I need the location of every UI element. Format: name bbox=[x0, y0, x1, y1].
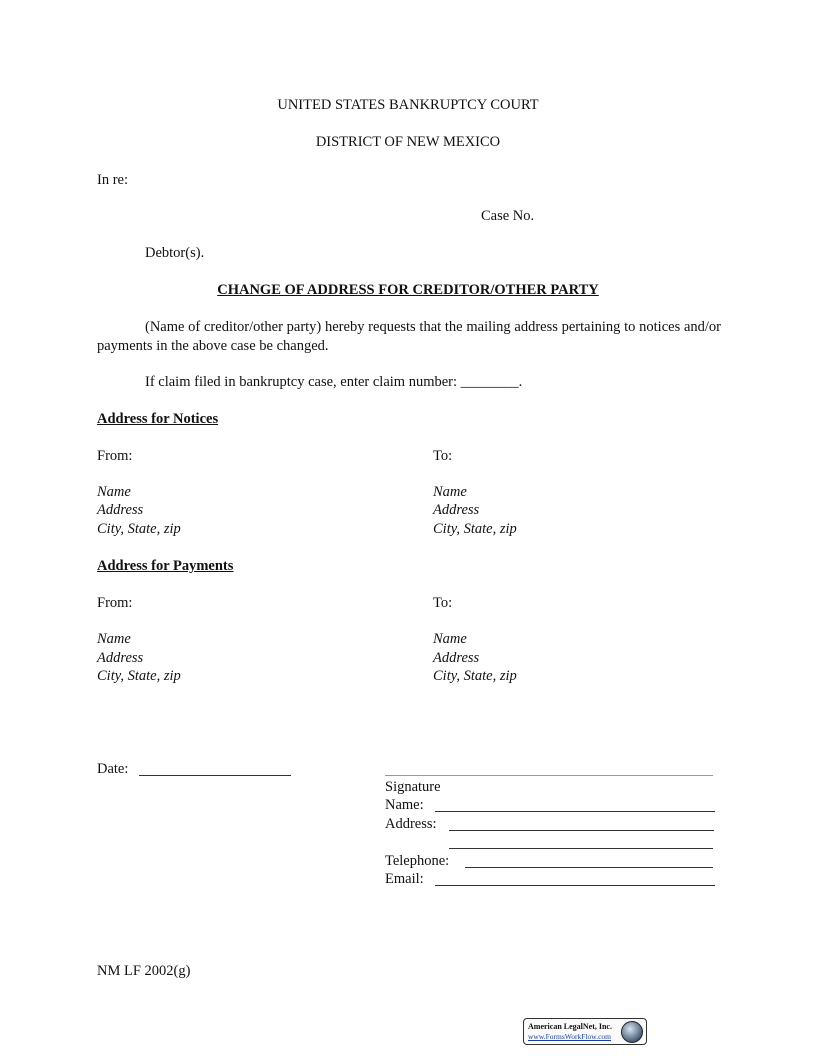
case-number-label: Case No. bbox=[481, 208, 535, 224]
sig-email-field[interactable] bbox=[435, 885, 715, 886]
logo-website-link[interactable]: www.FormsWorkFlow.com bbox=[528, 1032, 612, 1041]
sig-telephone-label: Telephone: bbox=[385, 853, 450, 869]
sig-email-label: Email: bbox=[385, 871, 424, 887]
signature-label: Signature bbox=[385, 779, 441, 795]
claim-number-line: If claim filed in bankruptcy case, enter claim number: ________. bbox=[145, 374, 523, 390]
payments-from-city: City, State, zip bbox=[97, 668, 181, 684]
payments-to-city: City, State, zip bbox=[433, 668, 517, 684]
logo-company-name: American LegalNet, Inc. bbox=[528, 1022, 612, 1031]
payments-from-label: From: bbox=[97, 595, 133, 611]
notices-from-name: Name bbox=[97, 484, 131, 500]
notices-to-name: Name bbox=[433, 484, 467, 500]
date-field[interactable] bbox=[139, 775, 291, 776]
sig-name-label: Name: bbox=[385, 797, 424, 813]
in-re-label: In re: bbox=[97, 172, 128, 188]
notices-to-label: To: bbox=[433, 448, 453, 464]
publisher-logo[interactable] bbox=[523, 1018, 647, 1045]
date-label: Date: bbox=[97, 761, 129, 777]
sig-address-field-2[interactable] bbox=[449, 848, 713, 849]
form-id: NM LF 2002(g) bbox=[97, 963, 191, 979]
debtors-label: Debtor(s). bbox=[145, 245, 205, 261]
sig-name-field[interactable] bbox=[435, 811, 715, 812]
payments-from-name: Name bbox=[97, 631, 131, 647]
notices-to-city: City, State, zip bbox=[433, 521, 517, 537]
payments-heading: Address for Payments bbox=[97, 558, 234, 574]
notices-to-address: Address bbox=[433, 502, 480, 518]
payments-to-label: To: bbox=[433, 595, 453, 611]
form-title: CHANGE OF ADDRESS FOR CREDITOR/OTHER PARTY bbox=[217, 282, 599, 298]
payments-to-name: Name bbox=[433, 631, 467, 647]
signature-line[interactable] bbox=[385, 775, 713, 776]
sig-address-field[interactable] bbox=[449, 830, 714, 831]
sig-address-label: Address: bbox=[385, 816, 437, 832]
district-name: DISTRICT OF NEW MEXICO bbox=[315, 134, 501, 150]
sig-telephone-field[interactable] bbox=[465, 867, 713, 868]
payments-from-address: Address bbox=[97, 650, 144, 666]
notices-from-address: Address bbox=[97, 502, 144, 518]
payments-to-address: Address bbox=[433, 650, 480, 666]
court-name: UNITED STATES BANKRUPTCY COURT bbox=[277, 97, 539, 113]
globe-icon bbox=[621, 1021, 643, 1043]
notices-from-label: From: bbox=[97, 448, 133, 464]
request-paragraph: (Name of creditor/other party) hereby requests that the mailing address pertaining to notices and/or payments in the above case be changed. bbox=[97, 319, 721, 354]
notices-from-city: City, State, zip bbox=[97, 521, 181, 537]
notices-heading: Address for Notices bbox=[97, 411, 219, 427]
